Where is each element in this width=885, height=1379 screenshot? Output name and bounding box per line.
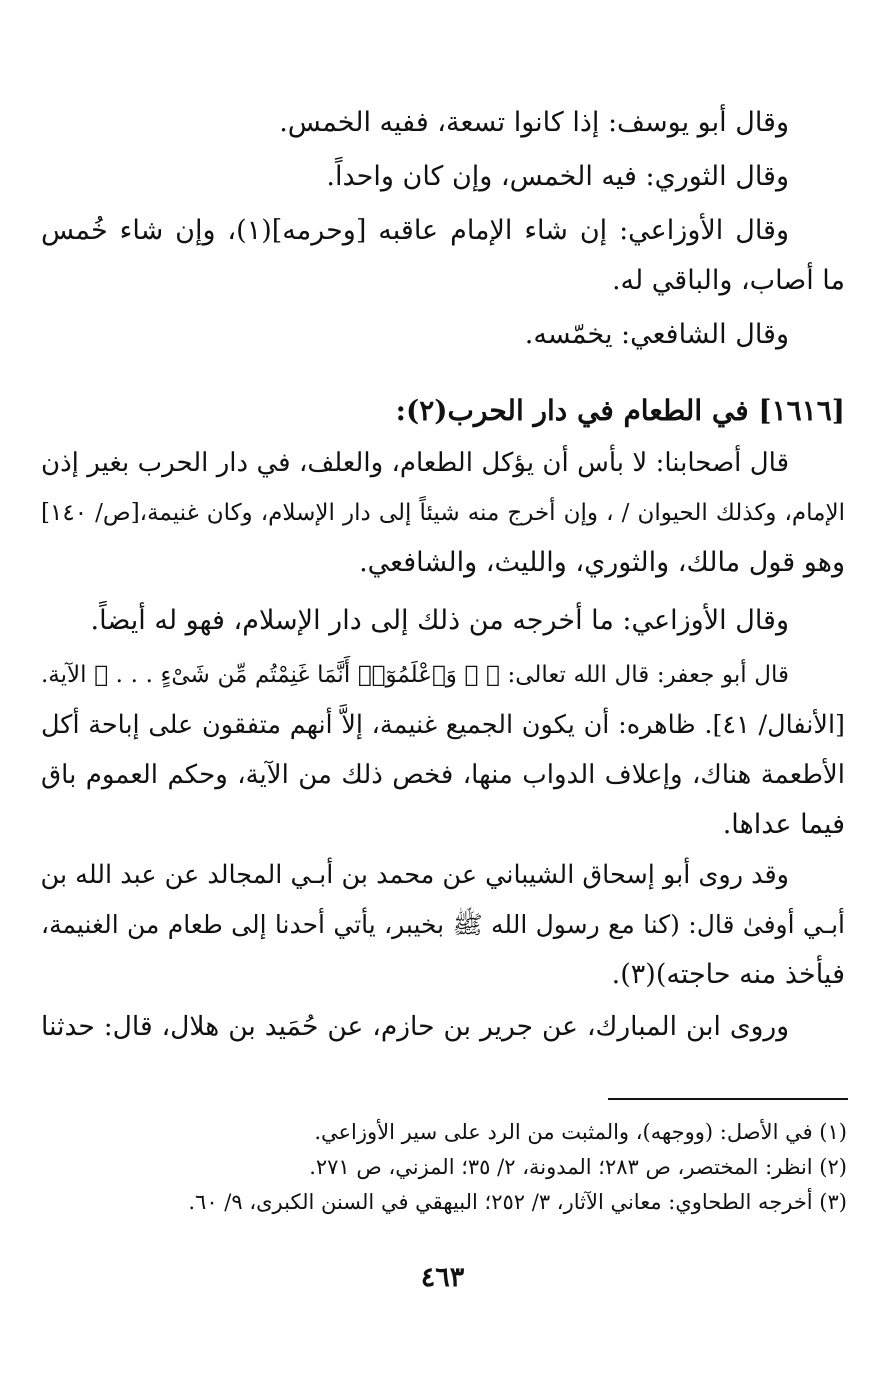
section-para-5: وروى ابن المبارك، عن جرير بن حازم، عن حُمَيد بن هلال، قال: حدثنا [41, 1011, 789, 1042]
paragraph-awzai-line-1: وقال الأوزاعي: إن شاء الإمام عاقبه [وحرمه](١)، وإن شاء خُمس [41, 215, 789, 246]
section-para-4-line-2: أبـي أوفىٰ قال: (كنا مع رسول الله ﷺ بخيبر، يأتي أحدنا إلى طعام من الغنيمة، [41, 910, 845, 939]
page-number: ٤٦٣ [420, 1262, 465, 1293]
section-para-3-line-1: قال أبو جعفر: قال الله تعالى: ﴿ ۞ وَٱعْلَمُوٓا۟ أَنَّمَا غَنِمْتُم مِّن شَىْءٍ . . . ﴾ الآية. [41, 662, 789, 688]
footnote-2: (٢) انظر: المختصر، ص ٢٨٣؛ المدونة، ٢/ ٣٥؛ المزني، ص ٢٧١. [309, 1155, 847, 1179]
section-heading: [١٦١٦] في الطعام في دار الحرب(٢): [395, 394, 845, 427]
section-para-1-line-2: الإمام، وكذلك الحيوان / ، وإن أخرج منه شيئاً إلى دار الإسلام، وكان غنيمة،[ص/ ١٤٠] [41, 500, 845, 526]
section-para-1-line-1: قال أصحابنا: لا بأس أن يؤكل الطعام، والعلف، في دار الحرب بغير إذن [41, 448, 789, 478]
paragraph-abu-yusuf: وقال أبو يوسف: إذا كانوا تسعة، ففيه الخمس. [279, 107, 789, 138]
footnote-3: (٣) أخرجه الطحاوي: معاني الآثار، ٣/ ٢٥٢؛ البيهقي في السنن الكبرى، ٩/ ٦٠. [188, 1190, 847, 1214]
footnote-separator [608, 1098, 848, 1100]
section-para-1-line-3: وهو قول مالك، والثوري، والليث، والشافعي. [359, 547, 845, 578]
section-para-2: وقال الأوزاعي: ما أخرجه من ذلك إلى دار الإسلام، فهو له أيضاً. [90, 605, 789, 636]
footnote-1: (١) في الأصل: (ووجهه)، والمثبت من الرد على سير الأوزاعي. [314, 1120, 847, 1144]
paragraph-shafii: وقال الشافعي: يخمّسه. [524, 319, 789, 350]
paragraph-thawri: وقال الثوري: فيه الخمس، وإن كان واحداً. [326, 161, 789, 192]
paragraph-awzai-line-2: ما أصاب، والباقي له. [611, 265, 845, 296]
section-para-3-line-4: فيما عداها. [722, 809, 845, 840]
section-para-4-line-1: وقد روى أبو إسحاق الشيباني عن محمد بن أبـي المجالد عن عبد الله بن [40, 860, 789, 890]
section-para-3-line-2: [الأنفال/ ٤١]. ظاهره: أن يكون الجميع غنيمة، إلاَّ أنهم متفقون على إباحة أكل [41, 710, 845, 740]
section-para-4-line-3: فيأخذ منه حاجته)(٣). [611, 959, 845, 990]
section-para-3-line-3: الأطعمة هناك، وإعلاف الدواب منها، فخص ذلك من الآية، وحكم العموم باق [41, 760, 845, 790]
